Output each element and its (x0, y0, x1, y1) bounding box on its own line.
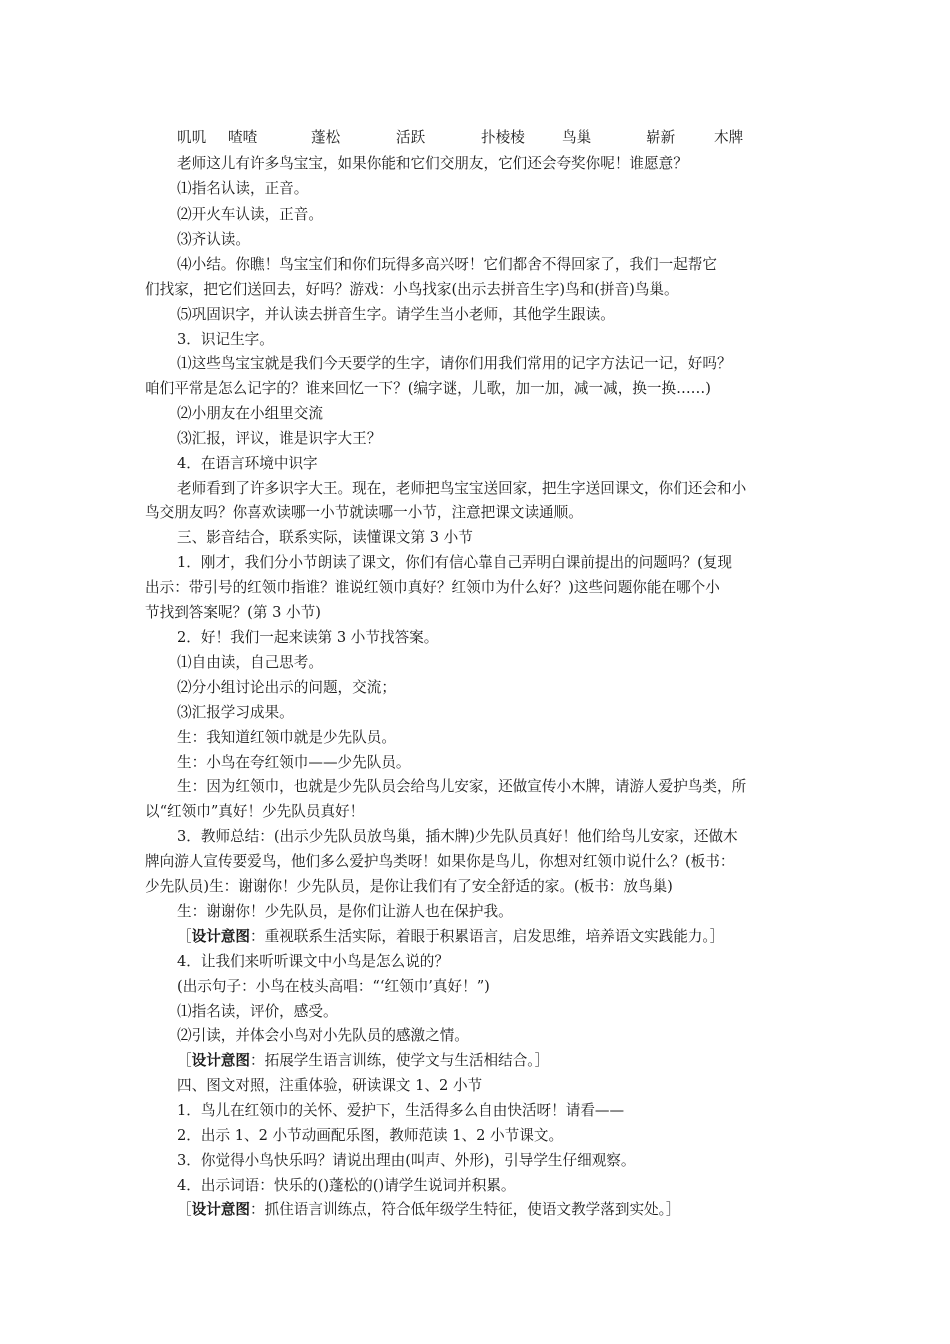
text-line: ⑴自由读，自己思考。 (177, 654, 323, 671)
design-intent-text: ：抓住语言训练点，符合低年级学生特征，使语文教学落到实处。］ (250, 1201, 681, 1218)
design-intent-note (177, 1200, 681, 1220)
text-line: 们找家，把它们送回去，好吗？游戏：小鸟找家(出示去拼音生字)鸟和(拼音)鸟巢。 (145, 281, 679, 298)
section-heading: 三、影音结合，联系实际，读懂课文第 3 小节 (177, 529, 473, 546)
text-line: 2．好！我们一起来读第 3 小节找答案。 (177, 629, 439, 646)
text-line: 牌向游人宣传要爱鸟，他们多么爱护鸟类呀！如果你是鸟儿，你想对红领巾说什么？(板书： (145, 853, 735, 870)
text-line: 以“红领巾”真好！少先队员真好！ (145, 803, 365, 820)
vocab-word: 蓬松 (311, 129, 341, 146)
text-line: 生：小鸟在夸红领巾——少先队员。 (177, 754, 411, 771)
section-heading: 四、图文对照，注重体验，研读课文 1、2 小节 (177, 1077, 483, 1094)
design-intent-note (177, 1051, 549, 1071)
text-line: 4．出示词语：快乐的()蓬松的()请学生说词并积累。 (177, 1177, 516, 1194)
text-line: ⑵分小组讨论出示的问题，交流； (177, 679, 396, 696)
text-line: 4．在语言环境中识字 (177, 455, 318, 472)
text-line: 出示：带引号的红领巾指谁？谁说红领巾真好？红领巾为什么好？)这些问题你能在哪个小 (145, 579, 720, 596)
bracket: ［ (177, 928, 192, 945)
vocab-word: 扑棱棱 (481, 129, 525, 146)
text-line: ⑴指名读，评价，感受。 (177, 1003, 338, 1020)
text-line: 鸟交朋友吗？你喜欢读哪一小节就读哪一小节，注意把课文读通顺。 (145, 504, 583, 521)
text-line: 1．鸟儿在红领巾的关怀、爱护下，生活得多么自由快活呀！请看—— (177, 1102, 625, 1119)
vocab-word: 鸟巢 (562, 129, 592, 146)
bracket: ［ (177, 1052, 192, 1069)
design-intent-label: 设计意图 (191, 928, 250, 945)
text-line: 1．刚才，我们分小节朗读了课文，你们有信心靠自己弄明白课前提出的问题吗？(复现 (177, 554, 732, 571)
text-line: (出示句子：小鸟在枝头高唱：“‘红领巾’真好！”) (177, 978, 490, 995)
text-line: 2．出示 1、2 小节动画配乐图，教师范读 1、2 小节课文。 (177, 1127, 564, 1144)
text-line: 生：我知道红领巾就是少先队员。 (177, 729, 396, 746)
text-line: ⑶汇报学习成果。 (177, 704, 294, 721)
text-line: 3．教师总结：(出示少先队员放鸟巢，插木牌)少先队员真好！他们给鸟儿安家，还做木 (177, 828, 738, 845)
text-line: ⑸巩固识字，并认读去拼音生字。请学生当小老师，其他学生跟读。 (177, 306, 615, 323)
text-line: ⑵小朋友在小组里交流 (177, 405, 323, 422)
text-line: ⑶齐认读。 (177, 231, 250, 248)
design-intent-note (177, 927, 724, 947)
text-line: 少先队员)生：谢谢你！少先队员，是你让我们有了安全舒适的家。(板书：放鸟巢) (145, 878, 673, 895)
text-line: 3．你觉得小鸟快乐吗？请说出理由(叫声、外形)，引导学生仔细观察。 (177, 1152, 636, 1169)
vocab-word: 木牌 (714, 129, 744, 146)
text-line: ⑷小结。你瞧！鸟宝宝们和你们玩得多高兴呀！它们都舍不得回家了，我们一起帮它 (177, 256, 717, 273)
text-line: 生：因为红领巾，也就是少先队员会给鸟儿安家，还做宣传小木牌，请游人爱护鸟类，所 (177, 778, 747, 795)
vocab-word: 喳喳 (228, 129, 258, 146)
text-line: ⑵引读，并体会小鸟对小先队员的感激之情。 (177, 1027, 469, 1044)
text-line: 生：谢谢你！少先队员，是你们让游人也在保护我。 (177, 903, 513, 920)
text-line: 老师看到了许多识字大王。现在，老师把鸟宝宝送回家，把生字送回课文，你们还会和小 (177, 480, 747, 497)
text-line: ⑶汇报，评议，谁是识字大王？ (177, 430, 382, 447)
text-line: 3．识记生字。 (177, 331, 274, 348)
design-intent-text: ：拓展学生语言训练，使学文与生活相结合。］ (250, 1052, 550, 1069)
vocab-word: 活跃 (396, 129, 426, 146)
vocab-word: 叽叽 (177, 129, 207, 146)
text-line: ⑴指名认读，正音。 (177, 180, 309, 197)
bracket: ［ (177, 1201, 192, 1218)
vocab-word: 崭新 (646, 129, 676, 146)
text-line: 咱们平常是怎么记字的？谁来回忆一下？(编字谜，儿歌，加一加，减一减，换一换……) (145, 380, 711, 397)
text-line: 4．让我们来听听课文中小鸟是怎么说的？ (177, 953, 449, 970)
design-intent-text: ：重视联系生活实际，着眼于积累语言，启发思维，培养语文实践能力。］ (250, 928, 725, 945)
text-line: 节找到答案呢？(第 3 小节) (145, 604, 321, 621)
design-intent-label: 设计意图 (191, 1052, 250, 1069)
vocabulary-row (0, 128, 950, 148)
design-intent-label: 设计意图 (191, 1201, 250, 1218)
text-line: 老师这儿有许多鸟宝宝，如果你能和它们交朋友，它们还会夸奖你呢！谁愿意？ (177, 155, 688, 172)
text-line: ⑵开火车认读，正音。 (177, 206, 323, 223)
text-line: ⑴这些鸟宝宝就是我们今天要学的生字，请你们用我们常用的记字方法记一记，好吗？ (177, 355, 732, 372)
